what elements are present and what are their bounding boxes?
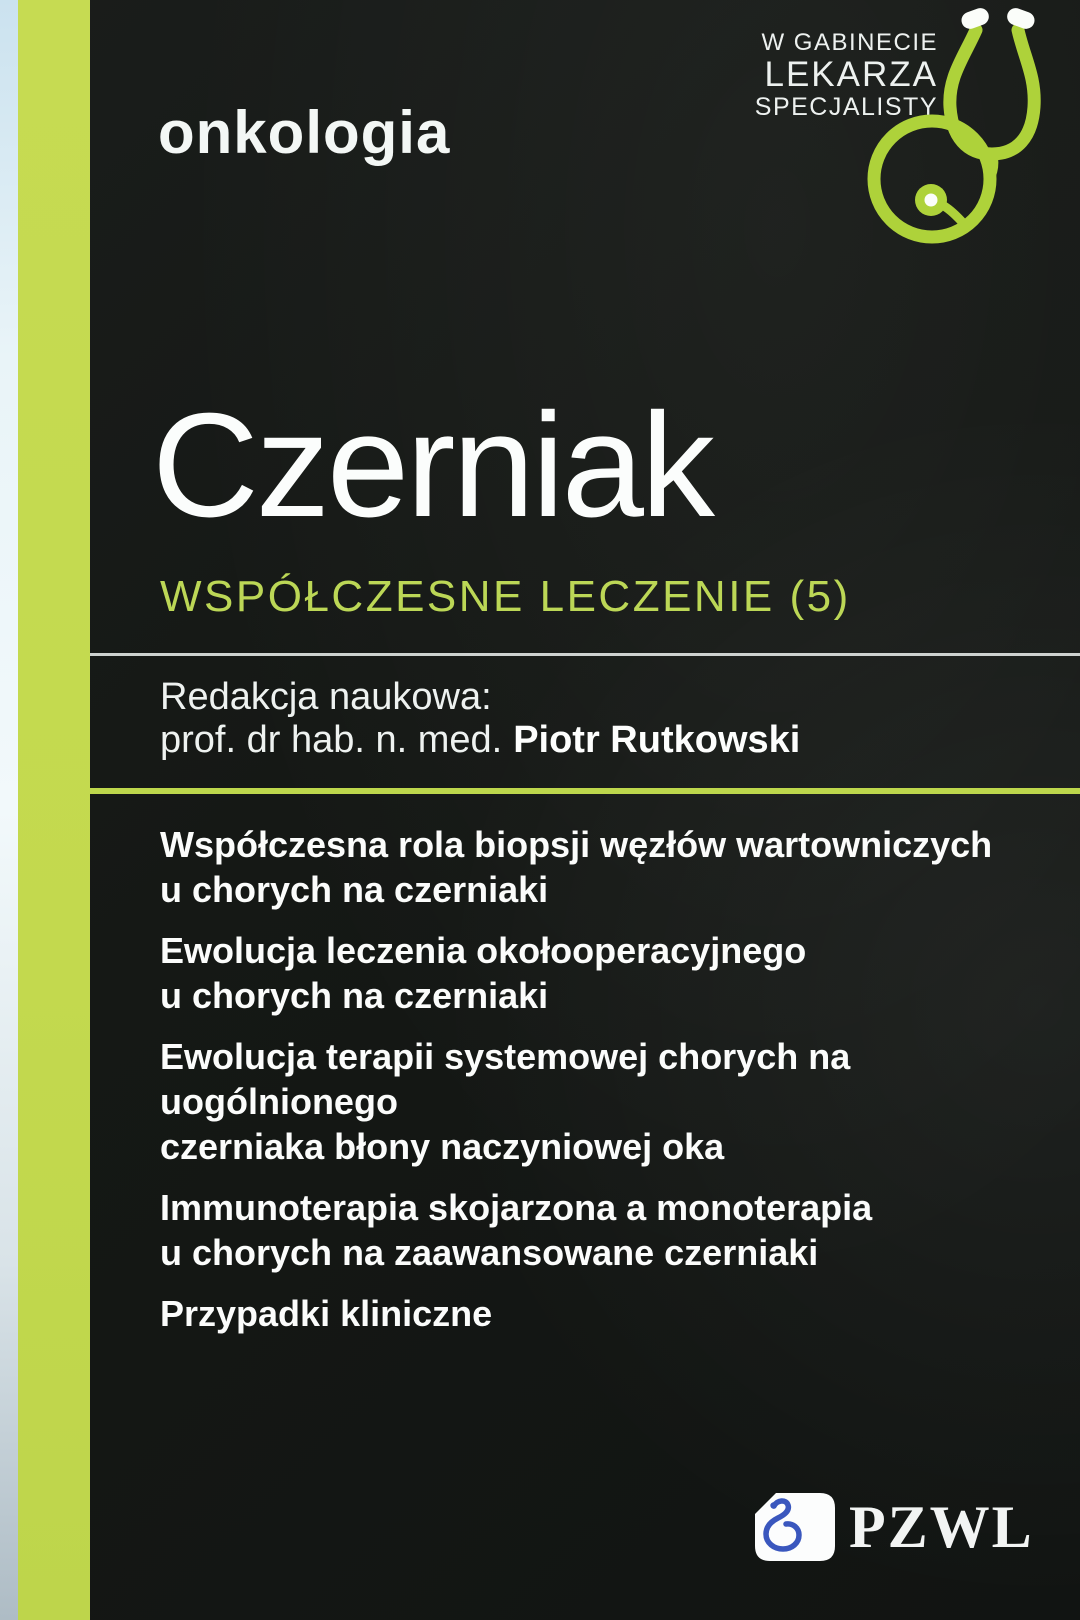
topic-line: Współczesna rola biopsji węzłów wartowniczych bbox=[160, 824, 993, 865]
topic-item bbox=[160, 822, 1050, 912]
brand-line-3: SPECJALISTY bbox=[754, 92, 938, 121]
topic-item bbox=[160, 1291, 1050, 1336]
pzwl-logo bbox=[754, 1492, 1034, 1562]
topic-line: u chorych na czerniaki bbox=[160, 975, 549, 1016]
divider-white bbox=[90, 653, 1080, 656]
topic-line: czerniaka błony naczyniowej oka bbox=[160, 1126, 725, 1167]
topic-line: Immunoterapia skojarzona a monoterapia bbox=[160, 1187, 873, 1228]
page-edge-strip bbox=[0, 0, 18, 1620]
topic-line: Ewolucja leczenia okołooperacyjnego bbox=[160, 930, 807, 971]
topic-line: Przypadki kliniczne bbox=[160, 1293, 493, 1334]
topics-list bbox=[160, 822, 1050, 1352]
earpiece-right bbox=[1005, 6, 1037, 32]
topic-line: u chorych na zaawansowane czerniaki bbox=[160, 1232, 819, 1273]
editors-degrees: prof. dr hab. n. med. bbox=[160, 719, 503, 761]
spine-accent-stripe bbox=[18, 0, 90, 1620]
topic-item bbox=[160, 928, 1050, 1018]
series-label: onkologia bbox=[158, 99, 451, 166]
book-subtitle: WSPÓŁCZESNE LECZENIE (5) bbox=[160, 572, 851, 621]
stethoscope-icon bbox=[852, 2, 1068, 248]
brand-line-1: W GABINECIE bbox=[761, 29, 938, 56]
editors-label: Redakcja naukowa: bbox=[160, 676, 492, 718]
topic-line: Ewolucja terapii systemowej chorych na uogólnionego bbox=[160, 1036, 851, 1122]
topic-item bbox=[160, 1034, 1050, 1169]
pzwl-wordmark: PZWL bbox=[849, 1493, 1034, 1560]
editors-block bbox=[160, 676, 800, 762]
topic-line: u chorych na czerniaki bbox=[160, 869, 549, 910]
brand-line-2: LEKARZA bbox=[764, 54, 938, 94]
editors-name: Piotr Rutkowski bbox=[513, 719, 801, 761]
divider-green bbox=[90, 788, 1080, 794]
pzwl-badge bbox=[754, 1492, 836, 1562]
editors-line bbox=[160, 719, 800, 762]
topic-item bbox=[160, 1185, 1050, 1275]
earpiece-left bbox=[959, 6, 991, 32]
book-title: Czerniak bbox=[152, 383, 712, 548]
